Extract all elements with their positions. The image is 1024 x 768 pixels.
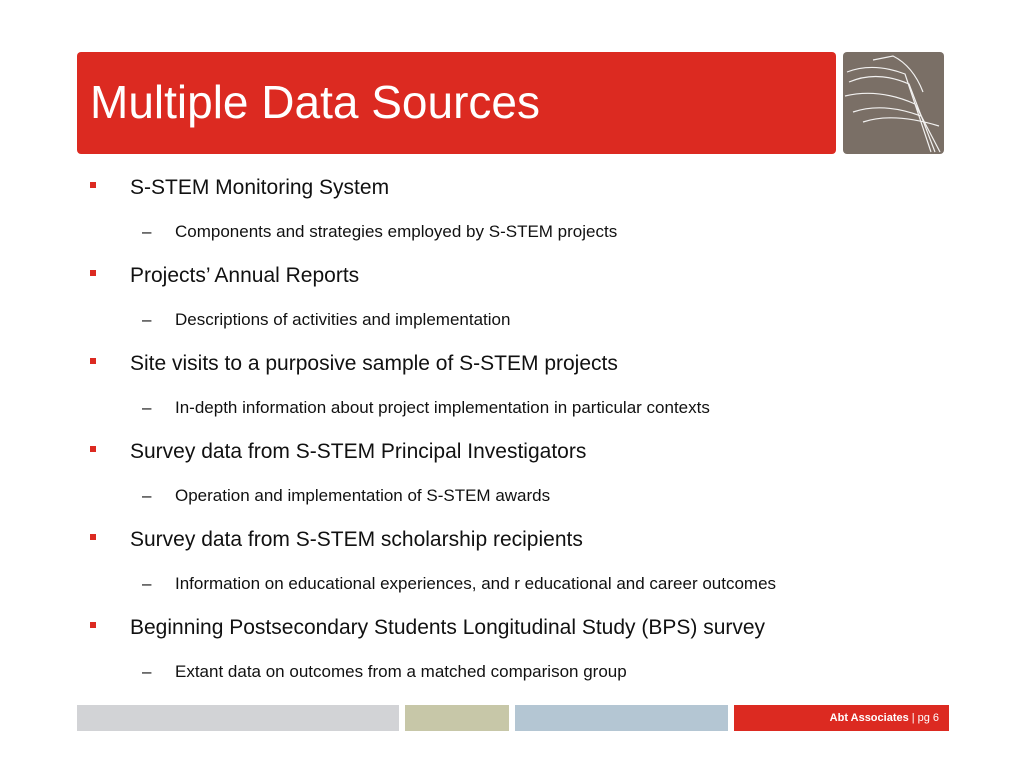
bullet-text: Beginning Postsecondary Students Longitudinal Study (BPS) survey — [130, 616, 766, 639]
dash-marker: – — [142, 574, 152, 593]
dash-marker: – — [142, 222, 152, 241]
bullet-text: S-STEM Monitoring System — [130, 176, 390, 199]
footer-separator: | — [911, 712, 915, 724]
square-bullet-icon — [90, 534, 96, 540]
dash-marker: – — [142, 662, 152, 681]
slide-title: Multiple Data Sources — [90, 76, 540, 128]
footer-bar-blue — [515, 705, 728, 731]
square-bullet-icon — [90, 622, 96, 628]
bullet-text: Projects’ Annual Reports — [130, 264, 360, 287]
subitem-text: In-depth information about project implementation in particular contexts — [175, 398, 710, 417]
dash-marker: – — [142, 310, 152, 329]
square-bullet-icon — [90, 182, 96, 188]
bullet-text: Survey data from S-STEM scholarship recipients — [130, 528, 583, 551]
bullet-text: Site visits to a purposive sample of S-STEM projects — [130, 352, 618, 375]
dash-marker: – — [142, 486, 152, 505]
footer-brand: Abt Associates — [829, 712, 909, 724]
footer-bar-gray — [77, 705, 399, 731]
subitem-text: Descriptions of activities and implementation — [175, 310, 511, 329]
bullet-text: Survey data from S-STEM Principal Investigators — [130, 440, 587, 463]
abt-curves-logo-icon — [843, 52, 944, 154]
footer-bar-olive — [405, 705, 509, 731]
dash-marker: – — [142, 398, 152, 417]
subitem-text: Components and strategies employed by S-STEM projects — [175, 222, 618, 241]
square-bullet-icon — [90, 446, 96, 452]
footer-bar-red — [734, 705, 949, 731]
subitem-text: Information on educational experiences, and r educational and career outcomes — [175, 574, 777, 593]
square-bullet-icon — [90, 270, 96, 276]
page-number: pg 6 — [917, 712, 939, 724]
subitem-text: Operation and implementation of S-STEM awards — [175, 486, 551, 505]
title-bar — [77, 52, 836, 154]
square-bullet-icon — [90, 358, 96, 364]
logo-curves-graphic — [843, 52, 944, 154]
subitem-text: Extant data on outcomes from a matched comparison group — [175, 662, 627, 681]
